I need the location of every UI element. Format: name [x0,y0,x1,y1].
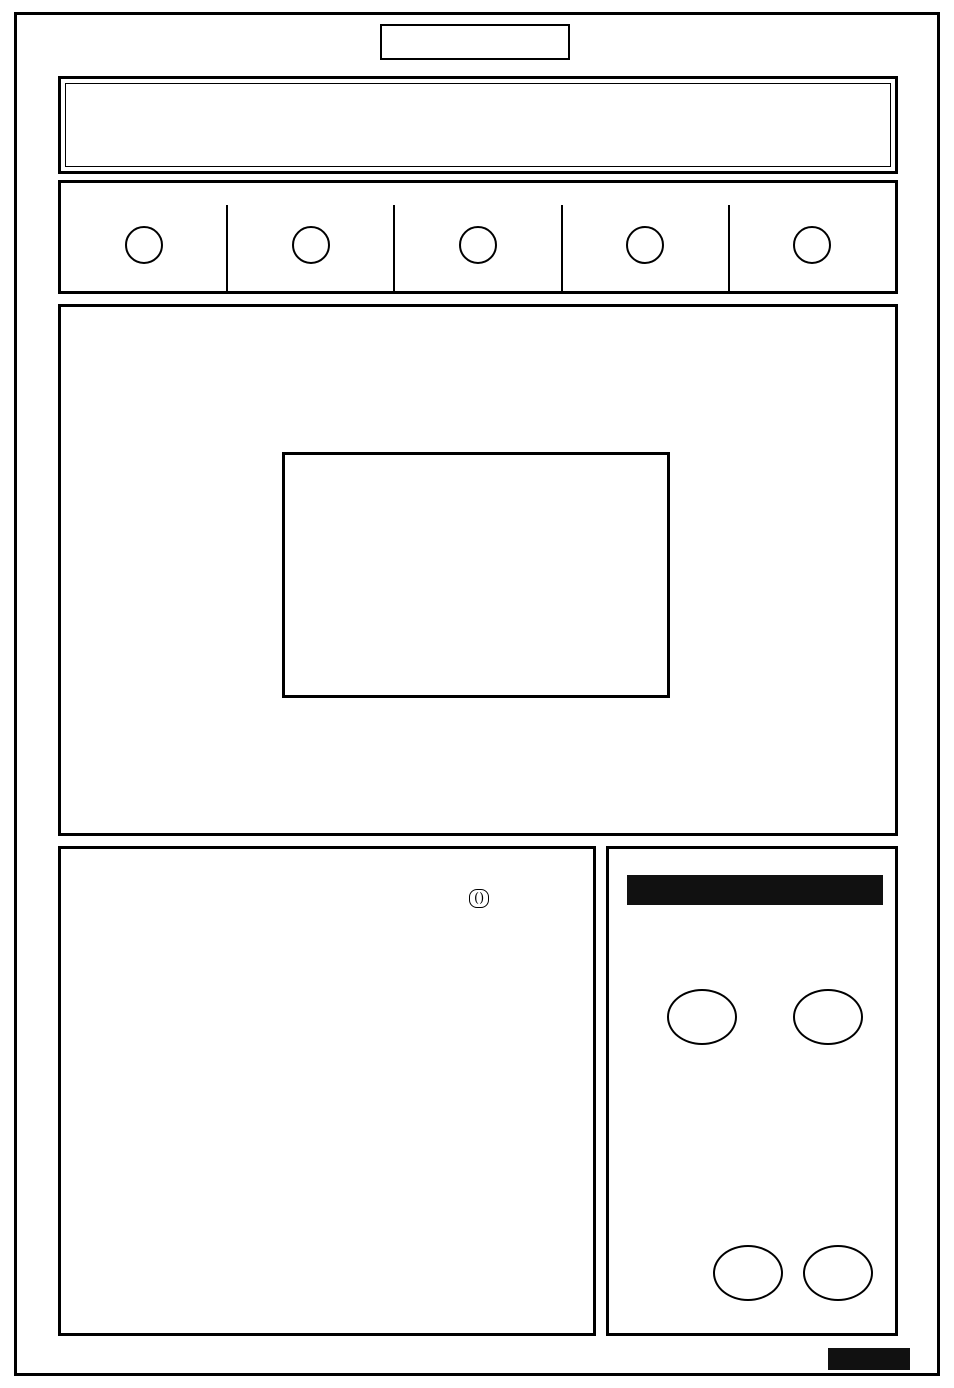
prediction-number [793,989,863,1045]
inside-banner [627,875,883,905]
offer-number [803,1245,873,1301]
trend-column [561,205,728,291]
offer-number [713,1245,783,1301]
left-brand-strip [22,60,46,1340]
trend-columns [61,205,895,291]
poem-column [493,499,553,689]
poem-box [282,452,670,698]
bottom-black-bar [828,1348,910,1370]
story-note: () [469,889,489,908]
trend-number [125,226,163,264]
trend-column [393,205,560,291]
trend-column [226,205,393,291]
poem-columns [313,499,643,689]
page-title [380,24,570,60]
inside-info-box [606,846,898,1336]
poem-column [583,499,643,689]
trend-number [793,226,831,264]
trend-column [728,205,895,291]
bottom-brand-strip [30,1348,810,1372]
trend-number [626,226,664,264]
trend-number [459,226,497,264]
trend-number [292,226,330,264]
prediction-number [667,989,737,1045]
slogan-box [58,76,898,174]
number-strip [58,180,898,294]
trend-column [61,205,226,291]
poem-column [313,499,373,689]
right-brand-strip [910,60,934,1340]
story-box [58,846,596,1336]
poem-column [403,499,463,689]
